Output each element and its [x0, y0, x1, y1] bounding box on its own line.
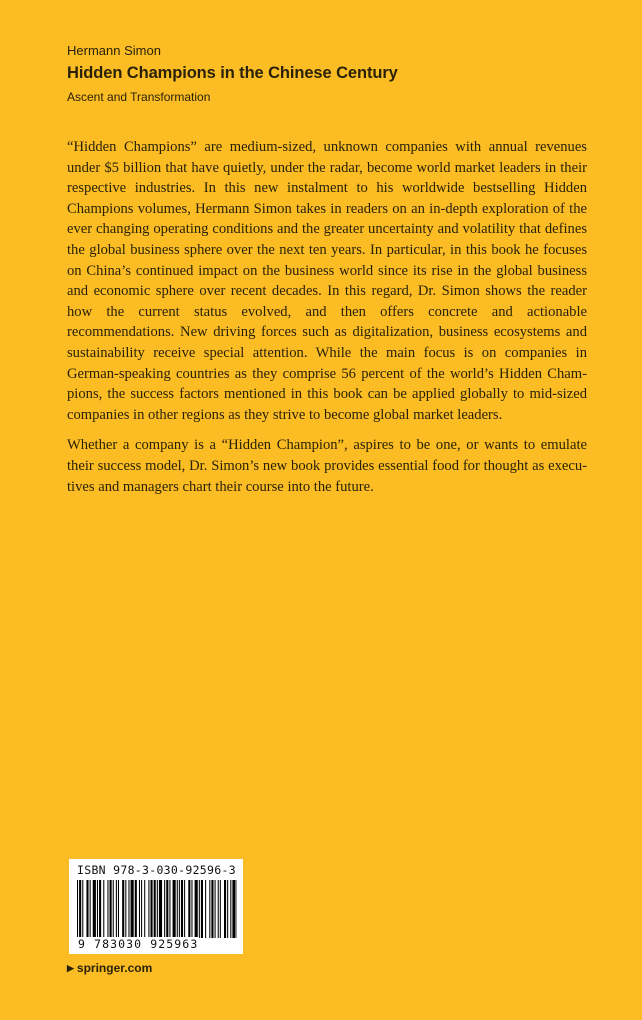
- book-title: Hidden Champions in the Chinese Century: [67, 64, 398, 82]
- blurb-paragraph: “Hidden Champions” are medium-sized, unknown companies with annual revenues under $5 billion that have quietly, under the radar, become world market leaders in their respective industries. In this new instalment to his worldwide bestselling Hidden Champions volumes, Hermann Simon takes in readers on an in-depth exploration of the ever changing operating conditions and the greater uncertainty and volatility that defines the global business sphere over the next ten years. In particular, in this book he focuses on China’s continued impact on the business world since its rise in the global business and economic sphere over recent decades. In this regard, Dr. Simon shows the reader how the current status evolved, and then offers concrete and actionable recommendations. New driving forces such as digitalization, business ecosystems and sustainability receive special attention. While the main focus is on companies in German-speaking countries as they comprise 56 percent of the world’s Hidden Champions, the success factors mentioned in this book can be applied globally to mid-sized companies in other regions as they strive to become global market leaders.: [67, 139, 587, 423]
- blurb-paragraph: Whether a company is a “Hidden Champion”, aspires to be one, or wants to emulate their success model, Dr. Simon’s new book provides essential food for thought as executives and managers chart their course into the future.: [67, 437, 587, 495]
- isbn-barcode: [69, 859, 243, 954]
- publisher-website: springer.com: [76, 961, 153, 975]
- book-subtitle: Ascent and Transformation: [67, 90, 211, 104]
- arrow-right-icon: ▶: [67, 962, 74, 973]
- author-name: Hermann Simon: [67, 43, 161, 58]
- publisher-link[interactable]: [67, 961, 152, 975]
- isbn-label: ISBN 978-3-030-92596-3: [77, 863, 236, 877]
- cover-header: [67, 43, 587, 105]
- barcode-icon: [77, 880, 237, 938]
- barcode-digits: 9 783030 925963: [78, 937, 199, 951]
- blurb-text: [67, 137, 587, 497]
